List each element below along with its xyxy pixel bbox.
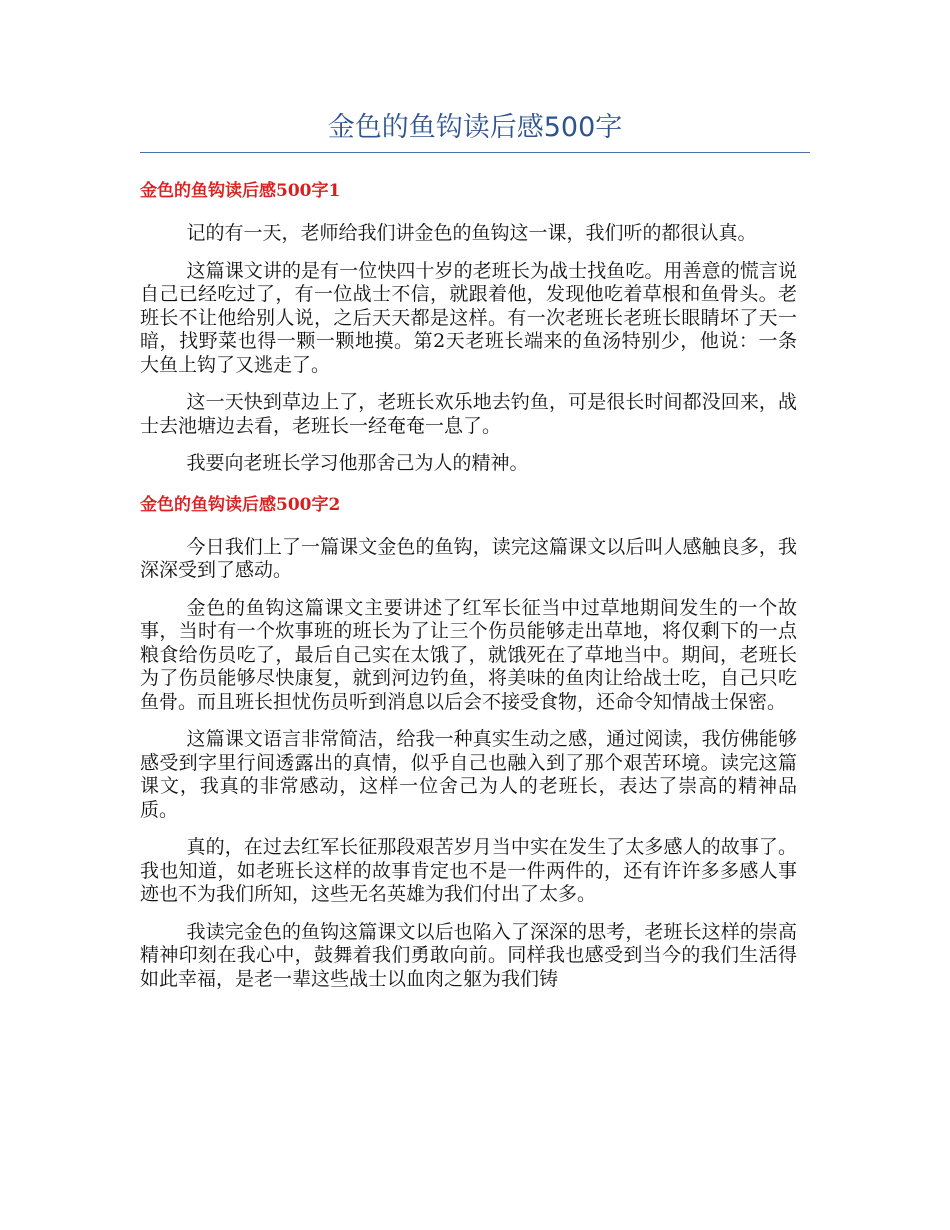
title-underline-rule bbox=[140, 152, 810, 153]
section-1-paragraph-3: 这一天快到草边上了，老班长欢乐地去钓鱼，可是很长时间都没回来，战士去池塘边去看，老班长一经奄奄一息了。 bbox=[140, 391, 797, 437]
section-heading-1: 金色的鱼钩读后感500字1 bbox=[140, 181, 341, 201]
section-heading-2: 金色的鱼钩读后感500字2 bbox=[140, 494, 341, 515]
section-2-paragraph-2: 金色的鱼钩这篇课文主要讲述了红军长征当中过草地期间发生的一个故事，当时有一个炊事班的班长为了让三个伤员能够走出草地，将仅剩下的一点粮食给伤员吃了，最后自己实在太饿了，就饿死在了草地当中。期间，老班长为了伤员能够尽快康复，就到河边钓鱼，将美味的鱼肉让给战士吃，自己只吃鱼骨。而且班长担忧伤员听到消息以后会不接受食物，还命令知情战士保密。 bbox=[140, 596, 797, 713]
section-2-paragraph-1: 今日我们上了一篇课文金色的鱼钩，读完这篇课文以后叫人感触良多，我深深受到了感动。 bbox=[140, 535, 797, 581]
document-body bbox=[140, 176, 797, 1005]
section-1-paragraph-1: 记的有一天，老师给我们讲金色的鱼钩这一课，我们听的都很认真。 bbox=[186, 222, 757, 244]
section-1-paragraph-4: 我要向老班长学习他那舍己为人的精神。 bbox=[186, 452, 529, 474]
section-1-paragraph-2: 这篇课文讲的是有一位快四十岁的老班长为战士找鱼吃。用善意的慌言说自己已经吃过了，有一位战士不信，就跟着他，发现他吃着草根和鱼骨头。老班长不让他给别人说，之后天天都是这样。有一次老班长老班长眼睛坏了天一暗，找野菜也得一颗一颗地摸。第2天老班长端来的鱼汤特别少，他说：一条大鱼上钩了又逃走了。 bbox=[140, 259, 797, 376]
section-2-paragraph-5: 我读完金色的鱼钩这篇课文以后也陷入了深深的思考，老班长这样的崇高精神印刻在我心中，鼓舞着我们勇敢向前。同样我也感受到当今的我们生活得如此幸福，是老一辈这些战士以血肉之躯为我们铸 bbox=[140, 920, 797, 990]
document-title: 金色的鱼钩读后感500字 bbox=[327, 112, 623, 143]
section-2-paragraph-3: 这篇课文语言非常简洁，给我一种真实生动之感，通过阅读，我仿佛能够感受到字里行间透露出的真情，似乎自己也融入到了那个艰苦环境。读完这篇课文，我真的非常感动，这样一位舍己为人的老班长，表达了崇高的精神品质。 bbox=[140, 728, 797, 821]
section-2-paragraph-4: 真的，在过去红军长征那段艰苦岁月当中实在发生了太多感人的故事了。我也知道，如老班长这样的故事肯定也不是一件两件的，还有许许多多感人事迹也不为我们所知，这些无名英雄为我们付出了太多。 bbox=[140, 836, 797, 905]
